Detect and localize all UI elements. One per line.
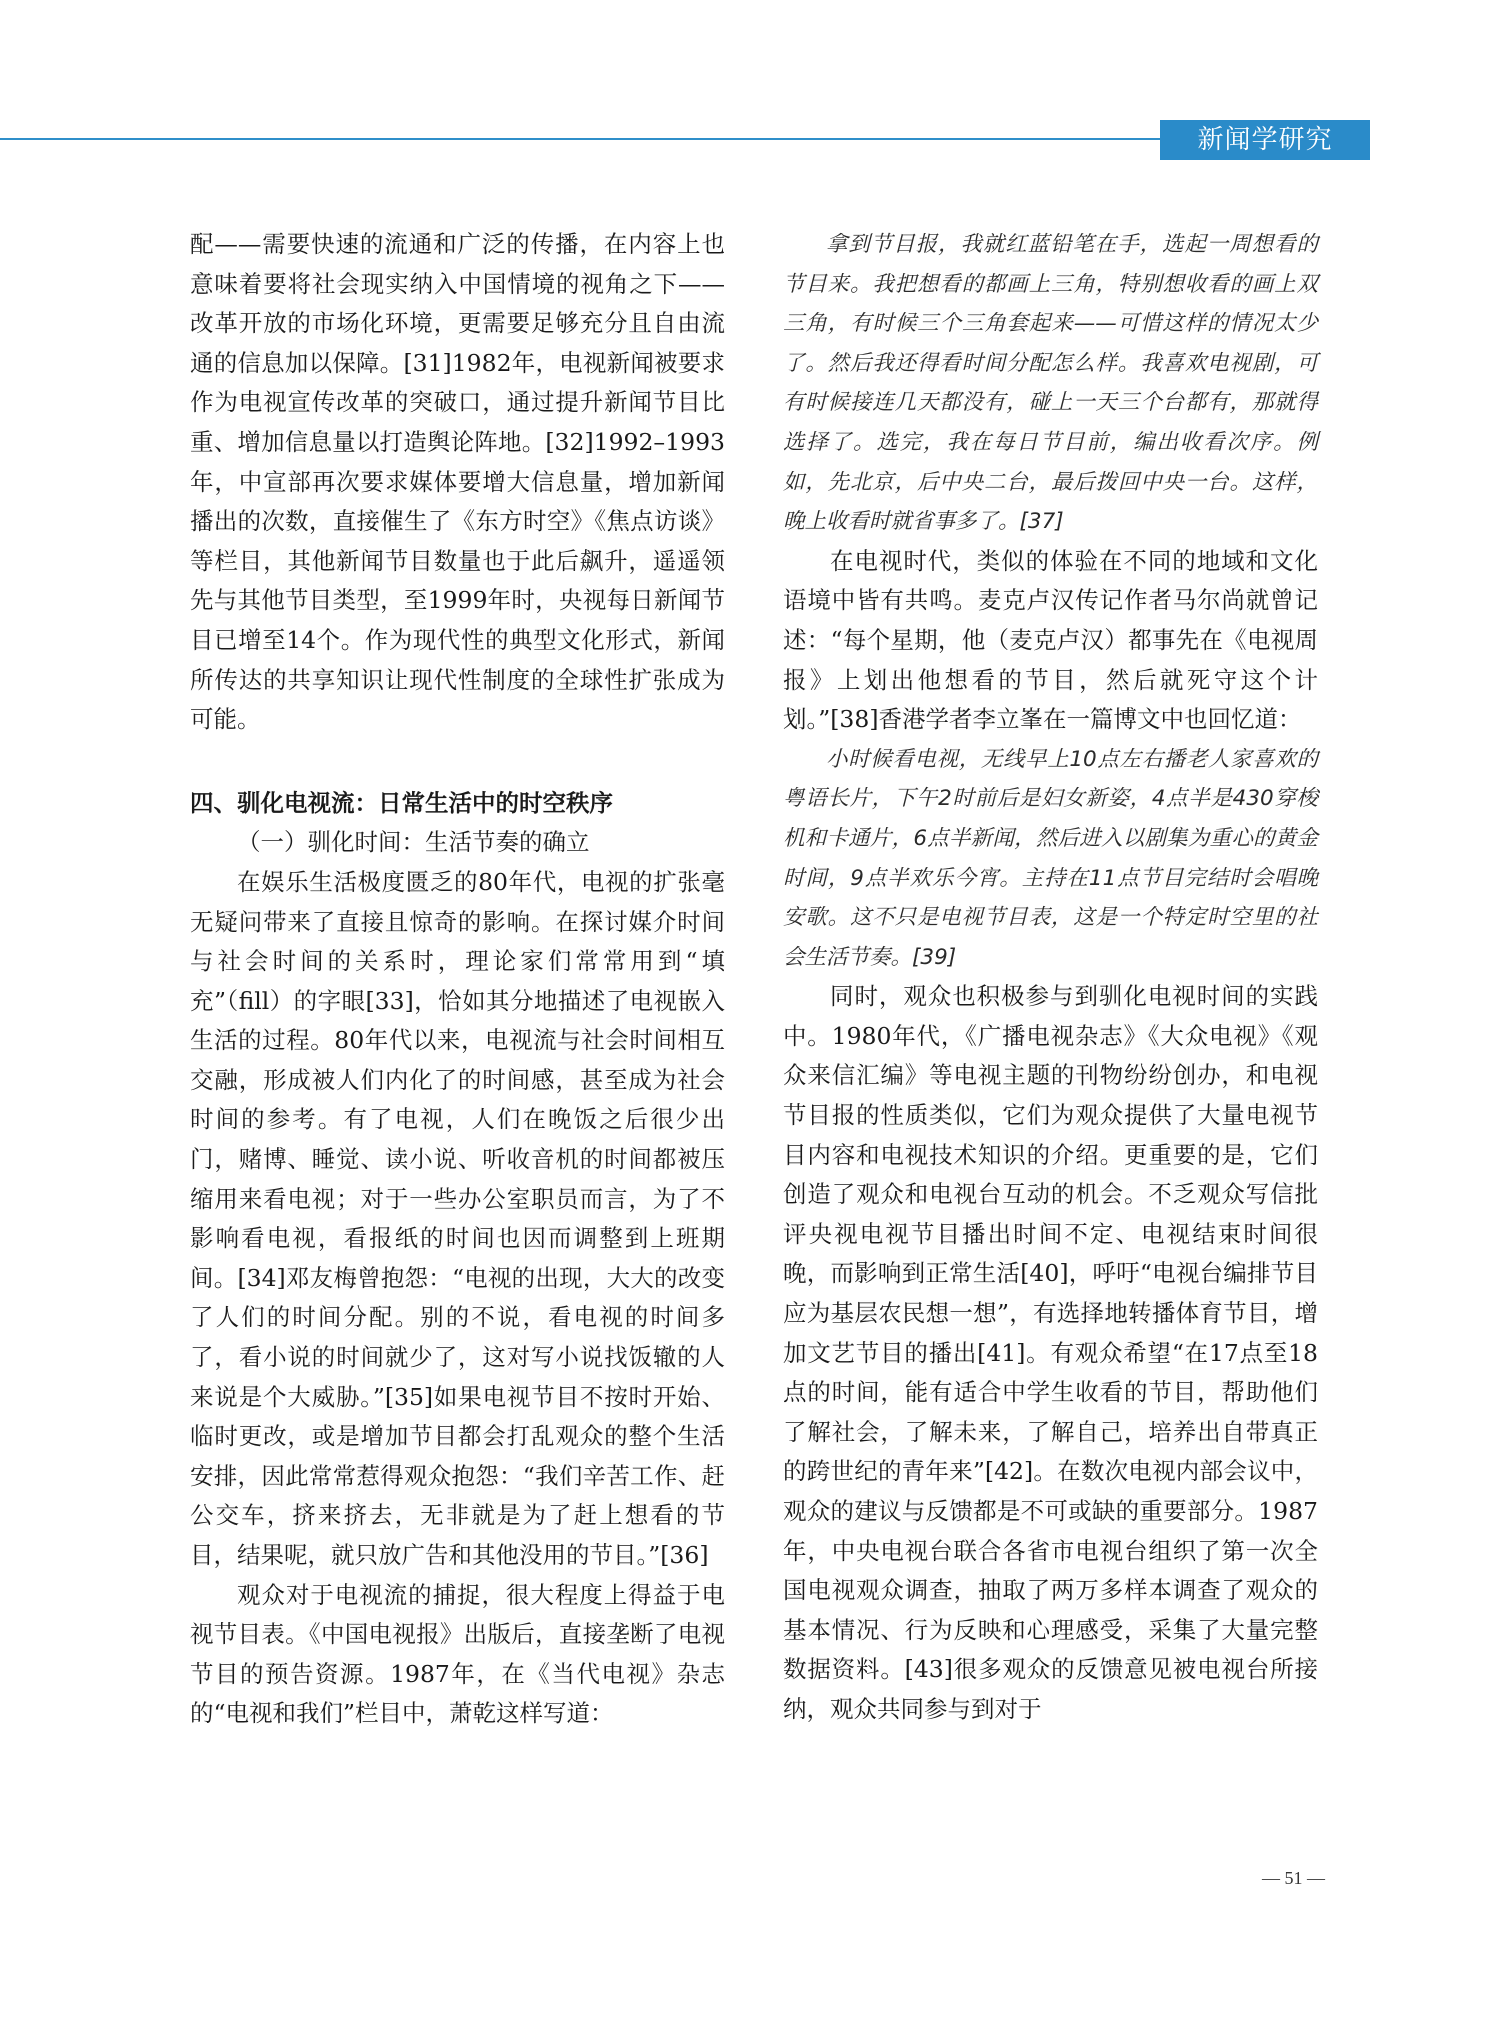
paragraph-3: 观众对于电视流的捕捉，很大程度上得益于电视节目表。《中国电视报》出版后，直接垄断了电视节目的预告资源。1987年，在《当代电视》杂志的“电视和我们”栏目中，萧乾这样写道： <box>190 1580 725 1728</box>
left-column <box>190 225 725 1734</box>
paragraph-2: 在娱乐生活极度匮乏的80年代，电视的扩张毫无疑问带来了直接且惊奇的影响。在探讨媒介时间与社会时间的关系时，理论家们常常用到“填充”（fill）的字眼[33]，恰如其分地描述了电视嵌入生活的过程。80年代以来，电视流与社会时间相互交融，形成被人们内化了的时间感，甚至成为社会时间的参考。有了电视，人们在晚饭之后很少出门，赌博、睡觉、读小说、听收音机的时间都被压缩用来看电视；对于一些办公室职员而言，为了不影响看电视，看报纸的时间也因而调整到上班期间。[34]邓友梅曾抱怨：“电视的出现，大大的改变了人们的时间分配。别的不说，看电视的时间多了，看小说的时间就少了，这对写小说找饭辙的人来说是个大威胁。”[35]如果电视节目不按时开始、临时更改，或是增加节目都会打乱观众的整个生活安排，因此常常惹得观众抱怨：“我们辛苦工作、赶公交车，挤来挤去，无非就是为了赶上想看的节目，结果呢，就只放广告和其他没用的节目。”[36] <box>190 867 725 1569</box>
paragraph-5: 同时，观众也积极参与到驯化电视时间的实践中。1980年代，《广播电视杂志》《大众电视》《观众来信汇编》等电视主题的刊物纷纷创办，和电视节目报的性质类似，它们为观众提供了大量电视节目内容和电视技术知识的介绍。更重要的是，它们创造了观众和电视台互动的机会。不乏观众写信批评央视电视节目播出时间不定、电视结束时间很晚，而影响到正常生活[40]，呼吁“电视台编排节目应为基层农民想一想”，有选择地转播体育节目，增加文艺节目的播出[41]。有观众希望“在17点至18点的时间，能有适合中学生收看的节目，帮助他们了解社会，了解未来，了解自己，培养出自带真正的跨世纪的青年来”[42]。在数次电视内部会议中，观众的建议与反馈都是不可或缺的重要部分。1987年，中央电视台联合各省市电视台组织了第一次全国电视观众调查，抽取了两万多样本调查了观众的基本情况、行为反映和心理感受，采集了大量完整数据资料。[43]很多观众的反馈意见被电视台所接纳，观众共同参与到对于 <box>783 982 1318 1723</box>
section-title: 四、驯化电视流：日常生活中的时空秩序 <box>190 788 613 817</box>
section-header-tab: 新闻学研究 <box>1160 120 1370 160</box>
page-number: — 51 — <box>1262 1868 1325 1888</box>
block-quote-2: 小时候看电视，无线早上10点左右播老人家喜欢的粤语长片，下午2时前后是妇女新姿，4点半是430穿梭机和卡通片，6点半新闻，然后进入以剧集为重心的黄金时间，9点半欢乐今宵。主持在11点节目完结时会唱晚安歌。这不只是电视节目表，这是一个特定时空里的社会生活节奏。[39] <box>783 746 1318 970</box>
header-rule <box>0 138 1160 140</box>
subsection-title: （一）驯化时间：生活节奏的确立 <box>237 828 590 857</box>
paragraph-4: 在电视时代，类似的体验在不同的地域和文化语境中皆有共鸣。麦克卢汉传记作者马尔尚就曾记述：“每个星期，他（麦克卢汉）都事先在《电视周报》上划出他想看的节目，然后就死守这个计划。”[38]香港学者李立峯在一篇博文中也回忆道： <box>783 546 1318 734</box>
paragraph-1: 配——需要快速的流通和广泛的传播，在内容上也意味着要将社会现实纳入中国情境的视角之下——改革开放的市场化环境，更需要足够充分且自由流通的信息加以保障。[31]1982年，电视新闻被要求作为电视宣传改革的突破口，通过提升新闻节目比重、增加信息量以打造舆论阵地。[32]1992–1993年，中宣部再次要求媒体要增大信息量，增加新闻播出的次数，直接催生了《东方时空》《焦点访谈》等栏目，其他新闻节目数量也于此后飙升，遥遥领先与其他节目类型，至1999年时，央视每日新闻节目已增至14个。作为现代性的典型文化形式，新闻所传达的共享知识让现代性制度的全球性扩张成为可能。 <box>190 230 725 734</box>
block-quote-1: 拿到节目报，我就红蓝铅笔在手，选起一周想看的节目来。我把想看的都画上三角，特别想收看的画上双三角，有时候三个三角套起来——可惜这样的情况太少了。然后我还得看时间分配怎么样。我喜欢电视剧，可有时候接连几天都没有，碰上一天三个台都有，那就得选择了。选完，我在每日节目前，编出收看次序。例如，先北京，后中央二台，最后拨回中央一台。这样，晚上收看时就省事多了。[37] <box>783 232 1318 535</box>
right-column <box>783 225 1318 1730</box>
